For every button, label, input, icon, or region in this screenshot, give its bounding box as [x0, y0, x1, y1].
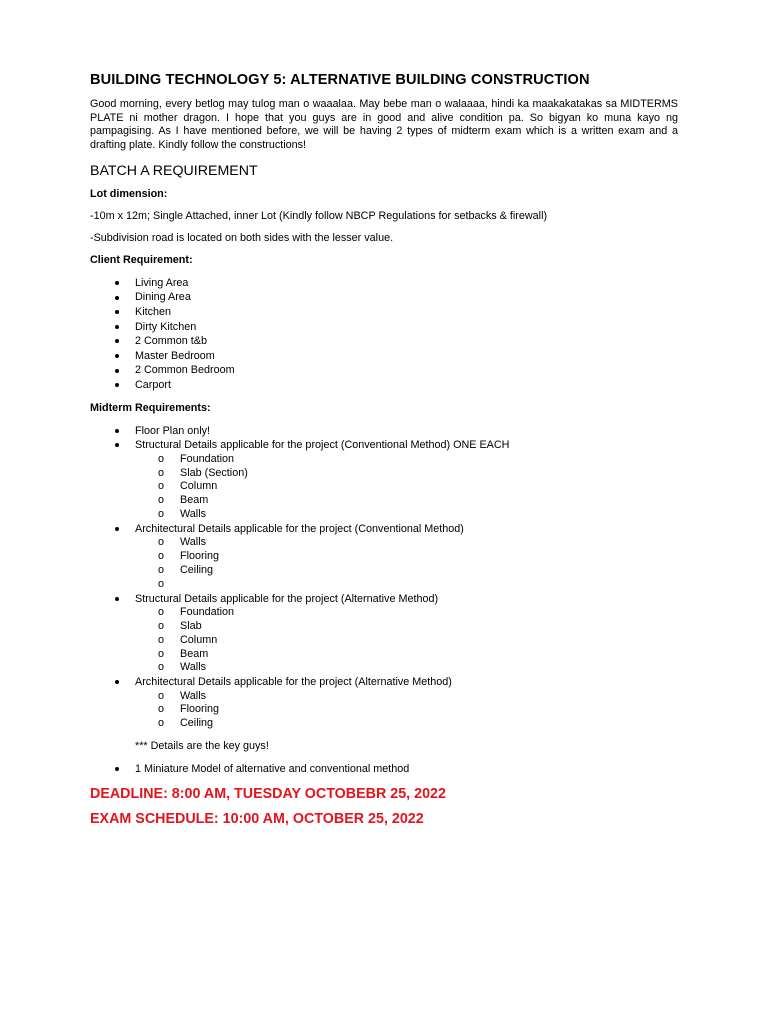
midterm-requirements-list	[90, 424, 678, 732]
sub-list	[135, 453, 678, 522]
list-item-label: Structural Details applicable for the project (Alternative Method)	[135, 592, 439, 605]
client-requirement-label: Client Requirement:	[90, 253, 193, 266]
list-item-label: Architectural Details applicable for the project (Alternative Method)	[135, 676, 452, 689]
sub-list-item: o Foundation	[135, 606, 678, 620]
details-note: *** Details are the key guys!	[135, 740, 269, 753]
deadline-text: DEADLINE: 8:00 AM, TUESDAY OCTOBEBR 25, 2022	[90, 785, 446, 802]
sub-list	[135, 606, 678, 675]
sub-list	[135, 690, 678, 731]
document-title: BUILDING TECHNOLOGY 5: ALTERNATIVE BUILDING CONSTRUCTION	[90, 72, 590, 88]
list-item-label: Structural Details applicable for the project (Conventional Method) ONE EACH	[135, 439, 510, 452]
sub-list-item: o Column	[135, 634, 678, 648]
document-content	[90, 72, 678, 836]
list-item	[90, 438, 678, 522]
sub-list-item: o Beam	[135, 494, 678, 508]
sub-list-item: o Flooring	[135, 550, 678, 564]
lot-dimension-label: Lot dimension:	[90, 187, 168, 200]
sub-list	[135, 536, 678, 591]
miniature-model-list	[90, 762, 678, 777]
sub-list-item: o Slab (Section)	[135, 467, 678, 481]
sub-list-item: o Column	[135, 480, 678, 494]
list-item: 1 Miniature Model of alternative and conventional method	[90, 762, 678, 777]
sub-list-item: o Walls	[135, 508, 678, 522]
list-item	[90, 522, 678, 592]
midterm-requirements-label: Midterm Requirements:	[90, 401, 211, 414]
client-requirement-list	[90, 276, 678, 393]
list-item: Kitchen	[90, 305, 678, 320]
lot-dimension-line: -10m x 12m; Single Attached, inner Lot (Kindly follow NBCP Regulations for setbacks & firewall)	[90, 209, 548, 222]
sub-list-item: o Walls	[135, 536, 678, 550]
sub-list-item: o Slab	[135, 620, 678, 634]
sub-list-item: o Beam	[135, 648, 678, 662]
list-item-label: Architectural Details applicable for the project (Conventional Method)	[135, 522, 464, 535]
list-item: Master Bedroom	[90, 349, 678, 364]
sub-list-item: o Walls	[135, 661, 678, 675]
list-item: Dining Area	[90, 290, 678, 305]
subdivision-road-line: -Subdivision road is located on both sides with the lesser value.	[90, 231, 394, 244]
sub-list-item: o Flooring	[135, 703, 678, 717]
list-item	[90, 424, 678, 439]
sub-list-item	[135, 578, 678, 592]
sub-list-item: o Ceiling	[135, 717, 678, 731]
list-item: Living Area	[90, 276, 678, 291]
list-item: 2 Common Bedroom	[90, 363, 678, 378]
list-item	[90, 675, 678, 731]
list-item	[90, 592, 678, 676]
sub-list-item: o Walls	[135, 690, 678, 704]
list-item: Carport	[90, 378, 678, 393]
batch-heading: BATCH A REQUIREMENT	[90, 162, 258, 179]
list-item: Dirty Kitchen	[90, 320, 678, 335]
exam-schedule-text: EXAM SCHEDULE: 10:00 AM, OCTOBER 25, 2022	[90, 810, 424, 827]
intro-paragraph: Good morning, every betlog may tulog man o waaalaa. May bebe man o walaaaa, hindi ka maakakatakas sa MIDTERMS PLATE ni mother dragon. I hope that you guys are in good and alive condition pa. So bigyan ko muna kayo ng pampagising. As I have mentioned before, we will be having 2 types of midterm exam which is a written exam and a drafting plate. Kindly follow the constructions!	[90, 98, 678, 152]
list-item: 2 Common t&b	[90, 334, 678, 349]
list-item-label: Floor Plan only!	[135, 424, 211, 437]
sub-list-item: o Ceiling	[135, 564, 678, 578]
sub-list-item: o Foundation	[135, 453, 678, 467]
